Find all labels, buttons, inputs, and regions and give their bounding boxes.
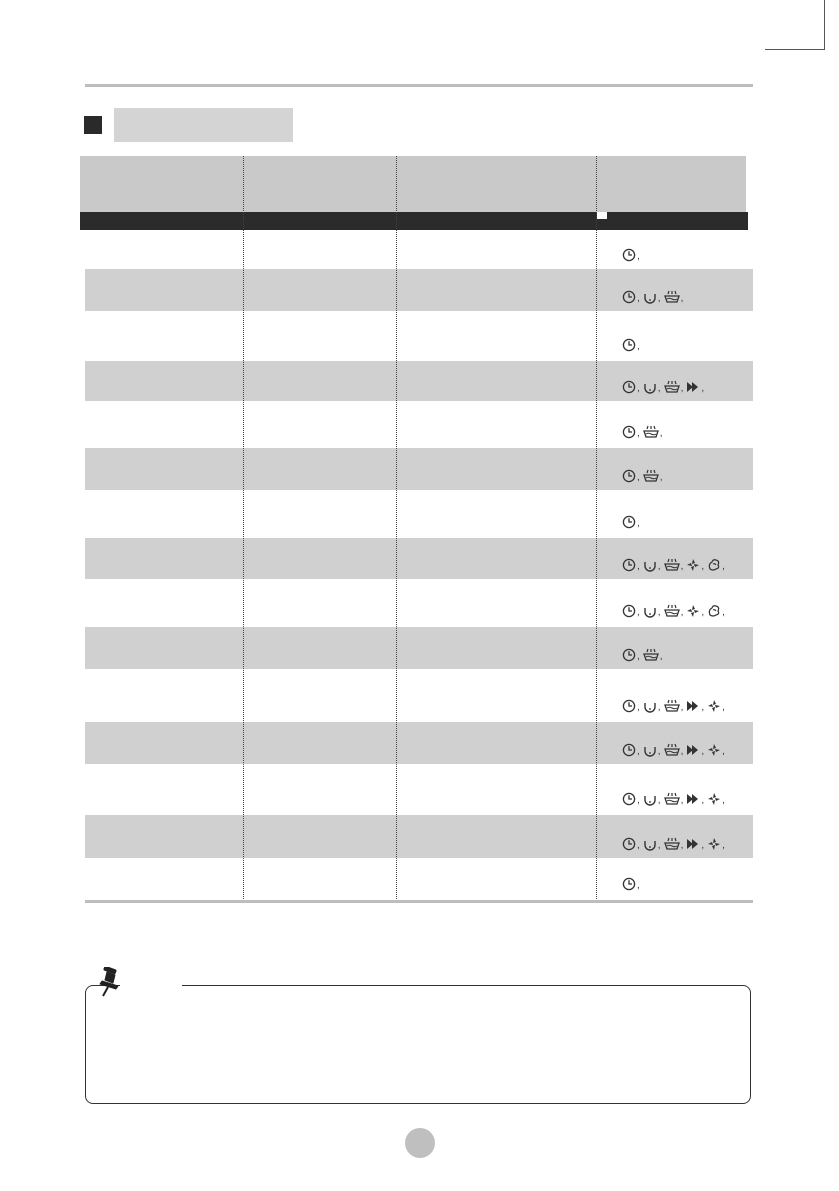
separator: , — [701, 840, 705, 851]
table-row — [85, 361, 753, 401]
tub-icon — [643, 290, 657, 304]
table-row — [85, 403, 753, 446]
tub-icon — [643, 743, 657, 757]
spin-icon — [707, 837, 721, 851]
page-number — [405, 1128, 435, 1158]
table-row — [85, 313, 753, 359]
basin-icon — [643, 469, 659, 483]
indicator-icons — [622, 835, 727, 851]
basin-icon — [664, 290, 680, 304]
clock-icon — [622, 837, 636, 851]
basin-icon — [643, 648, 659, 662]
clock-icon — [622, 515, 636, 529]
table-header — [80, 156, 746, 212]
separator: , — [637, 840, 640, 851]
separator: , — [659, 472, 663, 483]
separator: , — [637, 341, 640, 352]
clock-icon — [622, 648, 636, 662]
table-row — [85, 627, 753, 669]
clock-icon — [622, 248, 636, 262]
tub-icon — [643, 699, 657, 713]
table-row — [85, 233, 753, 269]
separator: , — [657, 607, 661, 618]
basin-icon — [664, 837, 680, 851]
basin-icon — [664, 604, 680, 618]
table-row — [85, 492, 753, 536]
indicator-icons — [622, 467, 665, 483]
separator: , — [701, 607, 705, 618]
basin-icon — [664, 699, 680, 713]
separator: , — [701, 702, 705, 713]
basin-icon — [664, 558, 680, 572]
arrow-icon — [686, 699, 700, 713]
column-divider — [396, 156, 397, 903]
separator: , — [701, 383, 705, 394]
spin-icon — [686, 558, 700, 572]
wring-icon — [707, 604, 721, 618]
separator: , — [701, 561, 705, 572]
separator: , — [680, 795, 684, 806]
separator: , — [722, 607, 725, 618]
table-row — [85, 860, 753, 898]
separator: , — [637, 472, 640, 483]
separator: , — [637, 561, 640, 572]
separator: , — [657, 383, 661, 394]
clock-icon — [622, 425, 636, 439]
header-bar-gap — [597, 212, 607, 219]
separator: , — [637, 428, 640, 439]
separator: , — [637, 518, 640, 529]
separator: , — [680, 746, 684, 757]
indicator-icons — [622, 646, 665, 662]
separator: , — [680, 293, 684, 304]
separator: , — [637, 607, 640, 618]
separator: , — [659, 651, 663, 662]
table-row — [85, 815, 753, 858]
indicator-icons — [622, 336, 642, 352]
separator: , — [701, 795, 705, 806]
indicator-icons — [622, 288, 685, 304]
note-box — [85, 985, 751, 1104]
section-marker — [84, 116, 102, 134]
arrow-icon — [686, 743, 700, 757]
separator: , — [680, 383, 684, 394]
separator: , — [637, 702, 640, 713]
indicator-icons — [622, 741, 727, 757]
tub-icon — [643, 604, 657, 618]
clock-icon — [622, 558, 636, 572]
indicator-icons — [622, 875, 642, 891]
separator: , — [680, 561, 684, 572]
clock-icon — [622, 338, 636, 352]
wring-icon — [707, 558, 721, 572]
separator: , — [637, 880, 640, 891]
separator: , — [722, 746, 725, 757]
separator: , — [657, 840, 661, 851]
header-cell-3 — [396, 156, 596, 212]
spin-icon — [707, 792, 721, 806]
separator: , — [657, 702, 661, 713]
column-divider — [596, 156, 597, 903]
indicator-icons — [622, 246, 642, 262]
bottom-rule — [85, 900, 753, 903]
clock-icon — [622, 743, 636, 757]
separator: , — [659, 428, 663, 439]
pushpin-icon — [95, 967, 123, 1002]
basin-icon — [643, 425, 659, 439]
tub-icon — [643, 558, 657, 572]
table-row — [85, 722, 753, 764]
separator: , — [637, 383, 640, 394]
basin-icon — [664, 792, 680, 806]
basin-icon — [664, 743, 680, 757]
separator: , — [722, 561, 725, 572]
column-divider — [243, 156, 244, 903]
tub-icon — [643, 837, 657, 851]
section-title — [114, 108, 293, 142]
separator: , — [680, 840, 684, 851]
indicator-icons — [622, 790, 727, 806]
table-row — [85, 448, 753, 490]
indicator-icons — [622, 513, 642, 529]
clock-icon — [622, 699, 636, 713]
note-title-gap — [120, 980, 182, 992]
separator: , — [657, 746, 661, 757]
table-row — [85, 671, 753, 720]
separator: , — [722, 840, 725, 851]
table-row — [85, 766, 753, 813]
separator: , — [701, 746, 705, 757]
header-cell-2 — [243, 156, 396, 212]
spin-icon — [707, 743, 721, 757]
clock-icon — [622, 604, 636, 618]
spin-icon — [686, 604, 700, 618]
basin-icon — [664, 380, 680, 394]
header-bar — [80, 212, 748, 230]
separator: , — [637, 746, 640, 757]
separator: , — [680, 702, 684, 713]
top-rule — [85, 84, 753, 87]
table-row — [85, 269, 753, 311]
header-cell-4 — [596, 156, 746, 212]
arrow-icon — [686, 792, 700, 806]
arrow-icon — [686, 380, 700, 394]
tub-icon — [643, 792, 657, 806]
tub-icon — [643, 380, 657, 394]
indicator-icons — [622, 602, 727, 618]
clock-icon — [622, 380, 636, 394]
indicator-icons — [622, 423, 665, 439]
separator: , — [722, 702, 725, 713]
separator: , — [657, 293, 661, 304]
crop-mark — [765, 0, 825, 50]
clock-icon — [622, 792, 636, 806]
separator: , — [637, 795, 640, 806]
separator: , — [637, 651, 640, 662]
separator: , — [637, 251, 640, 262]
separator: , — [722, 795, 725, 806]
separator: , — [680, 607, 684, 618]
table-row — [85, 538, 753, 579]
separator: , — [657, 795, 661, 806]
arrow-icon — [686, 837, 700, 851]
table-row — [85, 581, 753, 625]
separator: , — [637, 293, 640, 304]
header-cell-1 — [80, 156, 243, 212]
clock-icon — [622, 290, 636, 304]
clock-icon — [622, 469, 636, 483]
clock-icon — [622, 877, 636, 891]
spin-icon — [707, 699, 721, 713]
indicator-icons — [622, 556, 727, 572]
indicator-icons — [622, 378, 706, 394]
indicator-icons — [622, 697, 727, 713]
separator: , — [657, 561, 661, 572]
